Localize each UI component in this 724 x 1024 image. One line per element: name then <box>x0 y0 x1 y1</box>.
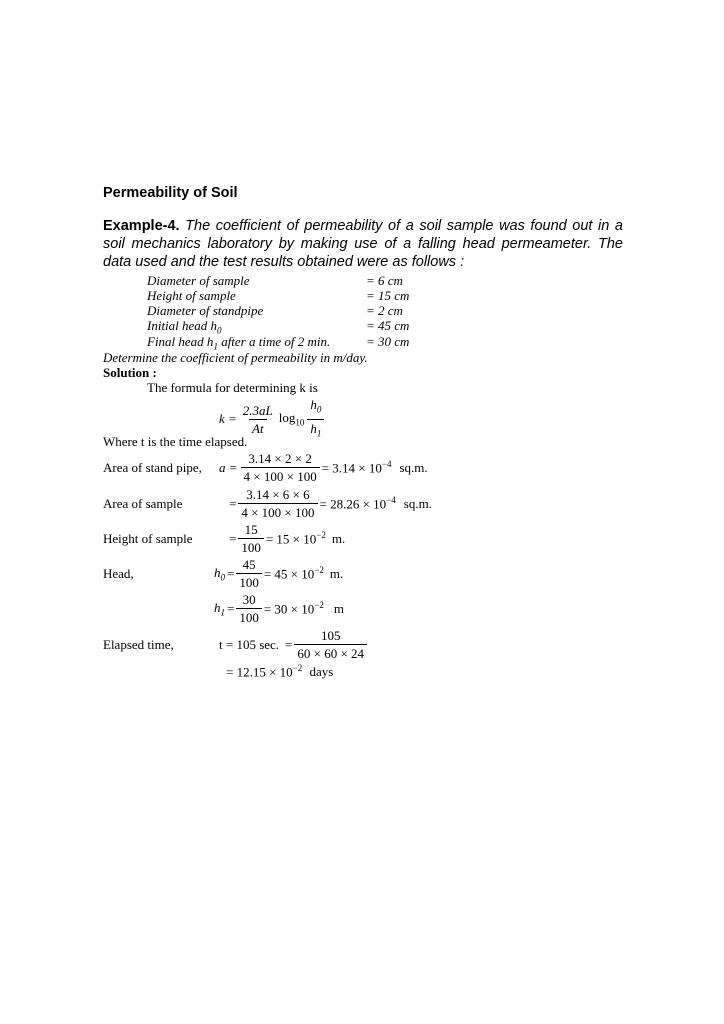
head1-eq: = <box>227 600 235 616</box>
head0-fraction <box>236 556 262 591</box>
area-sample-exp: −4 <box>386 494 396 505</box>
area-sample-result <box>320 495 396 512</box>
elapsed-eq: = <box>285 636 293 652</box>
data-row-label: Diameter of sample <box>147 273 250 288</box>
data-row-label <box>147 334 330 352</box>
example-label: Example-4. <box>103 218 180 234</box>
data-row-label: Height of sample <box>147 288 236 303</box>
formula-log-base: 10 <box>295 417 305 428</box>
height-sample-fraction <box>238 521 264 556</box>
formula-denominator: At <box>249 419 267 437</box>
head0-equation <box>214 556 343 591</box>
formula-head-ratio <box>307 396 324 442</box>
head1-fraction <box>236 591 262 626</box>
height-sample-den: 100 <box>238 538 264 556</box>
elapsed-result-exp: −2 <box>292 663 303 673</box>
area-pipe-label: Area of stand pipe, <box>103 460 202 475</box>
head0-den: 100 <box>236 573 262 591</box>
area-sample-fraction <box>238 486 317 521</box>
area-sample-unit: sq.m. <box>403 495 432 511</box>
data-row-label <box>147 318 222 336</box>
area-pipe-rhs: = 3.14 × 10 <box>321 460 382 476</box>
area-pipe-lhs: a = <box>219 459 238 475</box>
formula-log-text: log <box>278 410 296 426</box>
area-sample-den: 4 × 100 × 100 <box>238 503 317 521</box>
height-sample-label: Height of sample <box>103 531 193 546</box>
height-sample-result <box>266 530 326 547</box>
head0-eq: = <box>227 565 235 581</box>
elapsed-den: 60 × 60 × 24 <box>294 644 367 662</box>
elapsed-fraction <box>294 627 367 662</box>
head0-lhs <box>214 565 225 583</box>
elapsed-equation <box>219 627 367 662</box>
data-row-value: = 15 cm <box>366 288 410 303</box>
area-pipe-num: 3.14 × 2 × 2 <box>248 451 312 466</box>
elapsed-num: 105 <box>320 628 341 643</box>
height-sample-unit: m. <box>331 530 346 546</box>
elapsed-result-value: = 12.15 × 10 <box>226 664 293 680</box>
head1-sub: 1 <box>220 607 225 618</box>
data-row-label-text: Initial head h <box>147 318 218 333</box>
formula-h: h <box>310 420 317 436</box>
data-row-value: = 30 cm <box>366 334 410 349</box>
head0-h: h <box>214 564 221 580</box>
formula-h: h <box>310 397 317 412</box>
head0-unit: m. <box>329 565 344 581</box>
head1-exp: −2 <box>314 599 324 610</box>
formula-h-sub: 0 <box>316 404 322 415</box>
area-sample-num: 3.14 × 6 × 6 <box>246 487 310 502</box>
formula-h-sub: 1 <box>316 428 322 439</box>
head-label: Head, <box>103 566 134 581</box>
formula-log <box>279 410 305 428</box>
height-sample-num: 15 <box>244 522 258 537</box>
area-pipe-fraction <box>241 450 320 485</box>
area-sample-rhs: = 28.26 × 10 <box>319 496 387 512</box>
solution-label: Solution : <box>103 365 157 380</box>
formula-intro: The formula for determining k is <box>147 380 318 395</box>
elapsed-result <box>226 663 333 680</box>
where-statement: Where t is the time elapsed. <box>103 434 248 449</box>
data-row-label-sub: 1 <box>213 341 218 352</box>
data-row-value: = 2 cm <box>366 303 403 318</box>
head0-sub: 0 <box>220 572 225 583</box>
area-pipe-result <box>322 459 392 476</box>
area-sample-label: Area of sample <box>103 496 183 511</box>
example-paragraph <box>103 217 623 271</box>
elapsed-result-unit: days <box>309 664 334 680</box>
formula-numerator: 2.3aL <box>242 402 273 418</box>
area-sample-equation <box>229 486 432 521</box>
height-sample-exp: −2 <box>316 529 326 540</box>
head0-num: 45 <box>242 557 256 572</box>
head0-result <box>264 565 324 582</box>
area-sample-lhs: = <box>229 495 237 511</box>
head1-den: 100 <box>236 608 262 626</box>
area-pipe-den: 4 × 100 × 100 <box>241 467 320 485</box>
area-pipe-equation <box>219 450 428 485</box>
head1-result <box>264 600 324 617</box>
head1-num: 30 <box>242 592 256 607</box>
formula-lhs: k = <box>219 411 237 427</box>
height-sample-lhs: = <box>229 530 237 546</box>
elapsed-label: Elapsed time, <box>103 637 174 652</box>
section-title: Permeability of Soil <box>103 185 238 201</box>
head1-lhs <box>214 600 225 618</box>
head1-equation <box>214 591 344 626</box>
data-row-value: = 6 cm <box>366 273 403 288</box>
data-row-label-tail: after a time of 2 min. <box>217 334 331 349</box>
height-sample-equation <box>229 521 345 556</box>
area-pipe-unit: sq.m. <box>399 459 428 475</box>
head1-unit: m <box>333 600 344 616</box>
head0-exp: −2 <box>314 564 324 575</box>
data-row-value: = 45 cm <box>366 318 410 333</box>
head0-rhs: = 45 × 10 <box>263 566 315 582</box>
data-row-label-text: Final head h <box>147 334 214 349</box>
formula-head-den <box>307 419 324 443</box>
height-sample-rhs: = 15 × 10 <box>265 531 317 547</box>
data-row-label: Diameter of standpipe <box>147 303 264 318</box>
data-row-label-sub: 0 <box>217 325 222 336</box>
formula-fraction <box>240 402 276 437</box>
determine-statement: Determine the coefficient of permeability in m/day. <box>103 350 368 365</box>
head1-h: h <box>214 599 221 615</box>
area-pipe-exp: −4 <box>381 458 392 469</box>
elapsed-lhs: t = 105 sec. <box>219 636 280 652</box>
head1-rhs: = 30 × 10 <box>263 601 315 617</box>
formula-head-num <box>307 396 324 419</box>
example-text: The coefficient of permeability of a soil sample was found out in a soil mechanics laboratory by making use of a falling head permeameter. The data used and the test results obtained were as follows : <box>103 218 623 270</box>
